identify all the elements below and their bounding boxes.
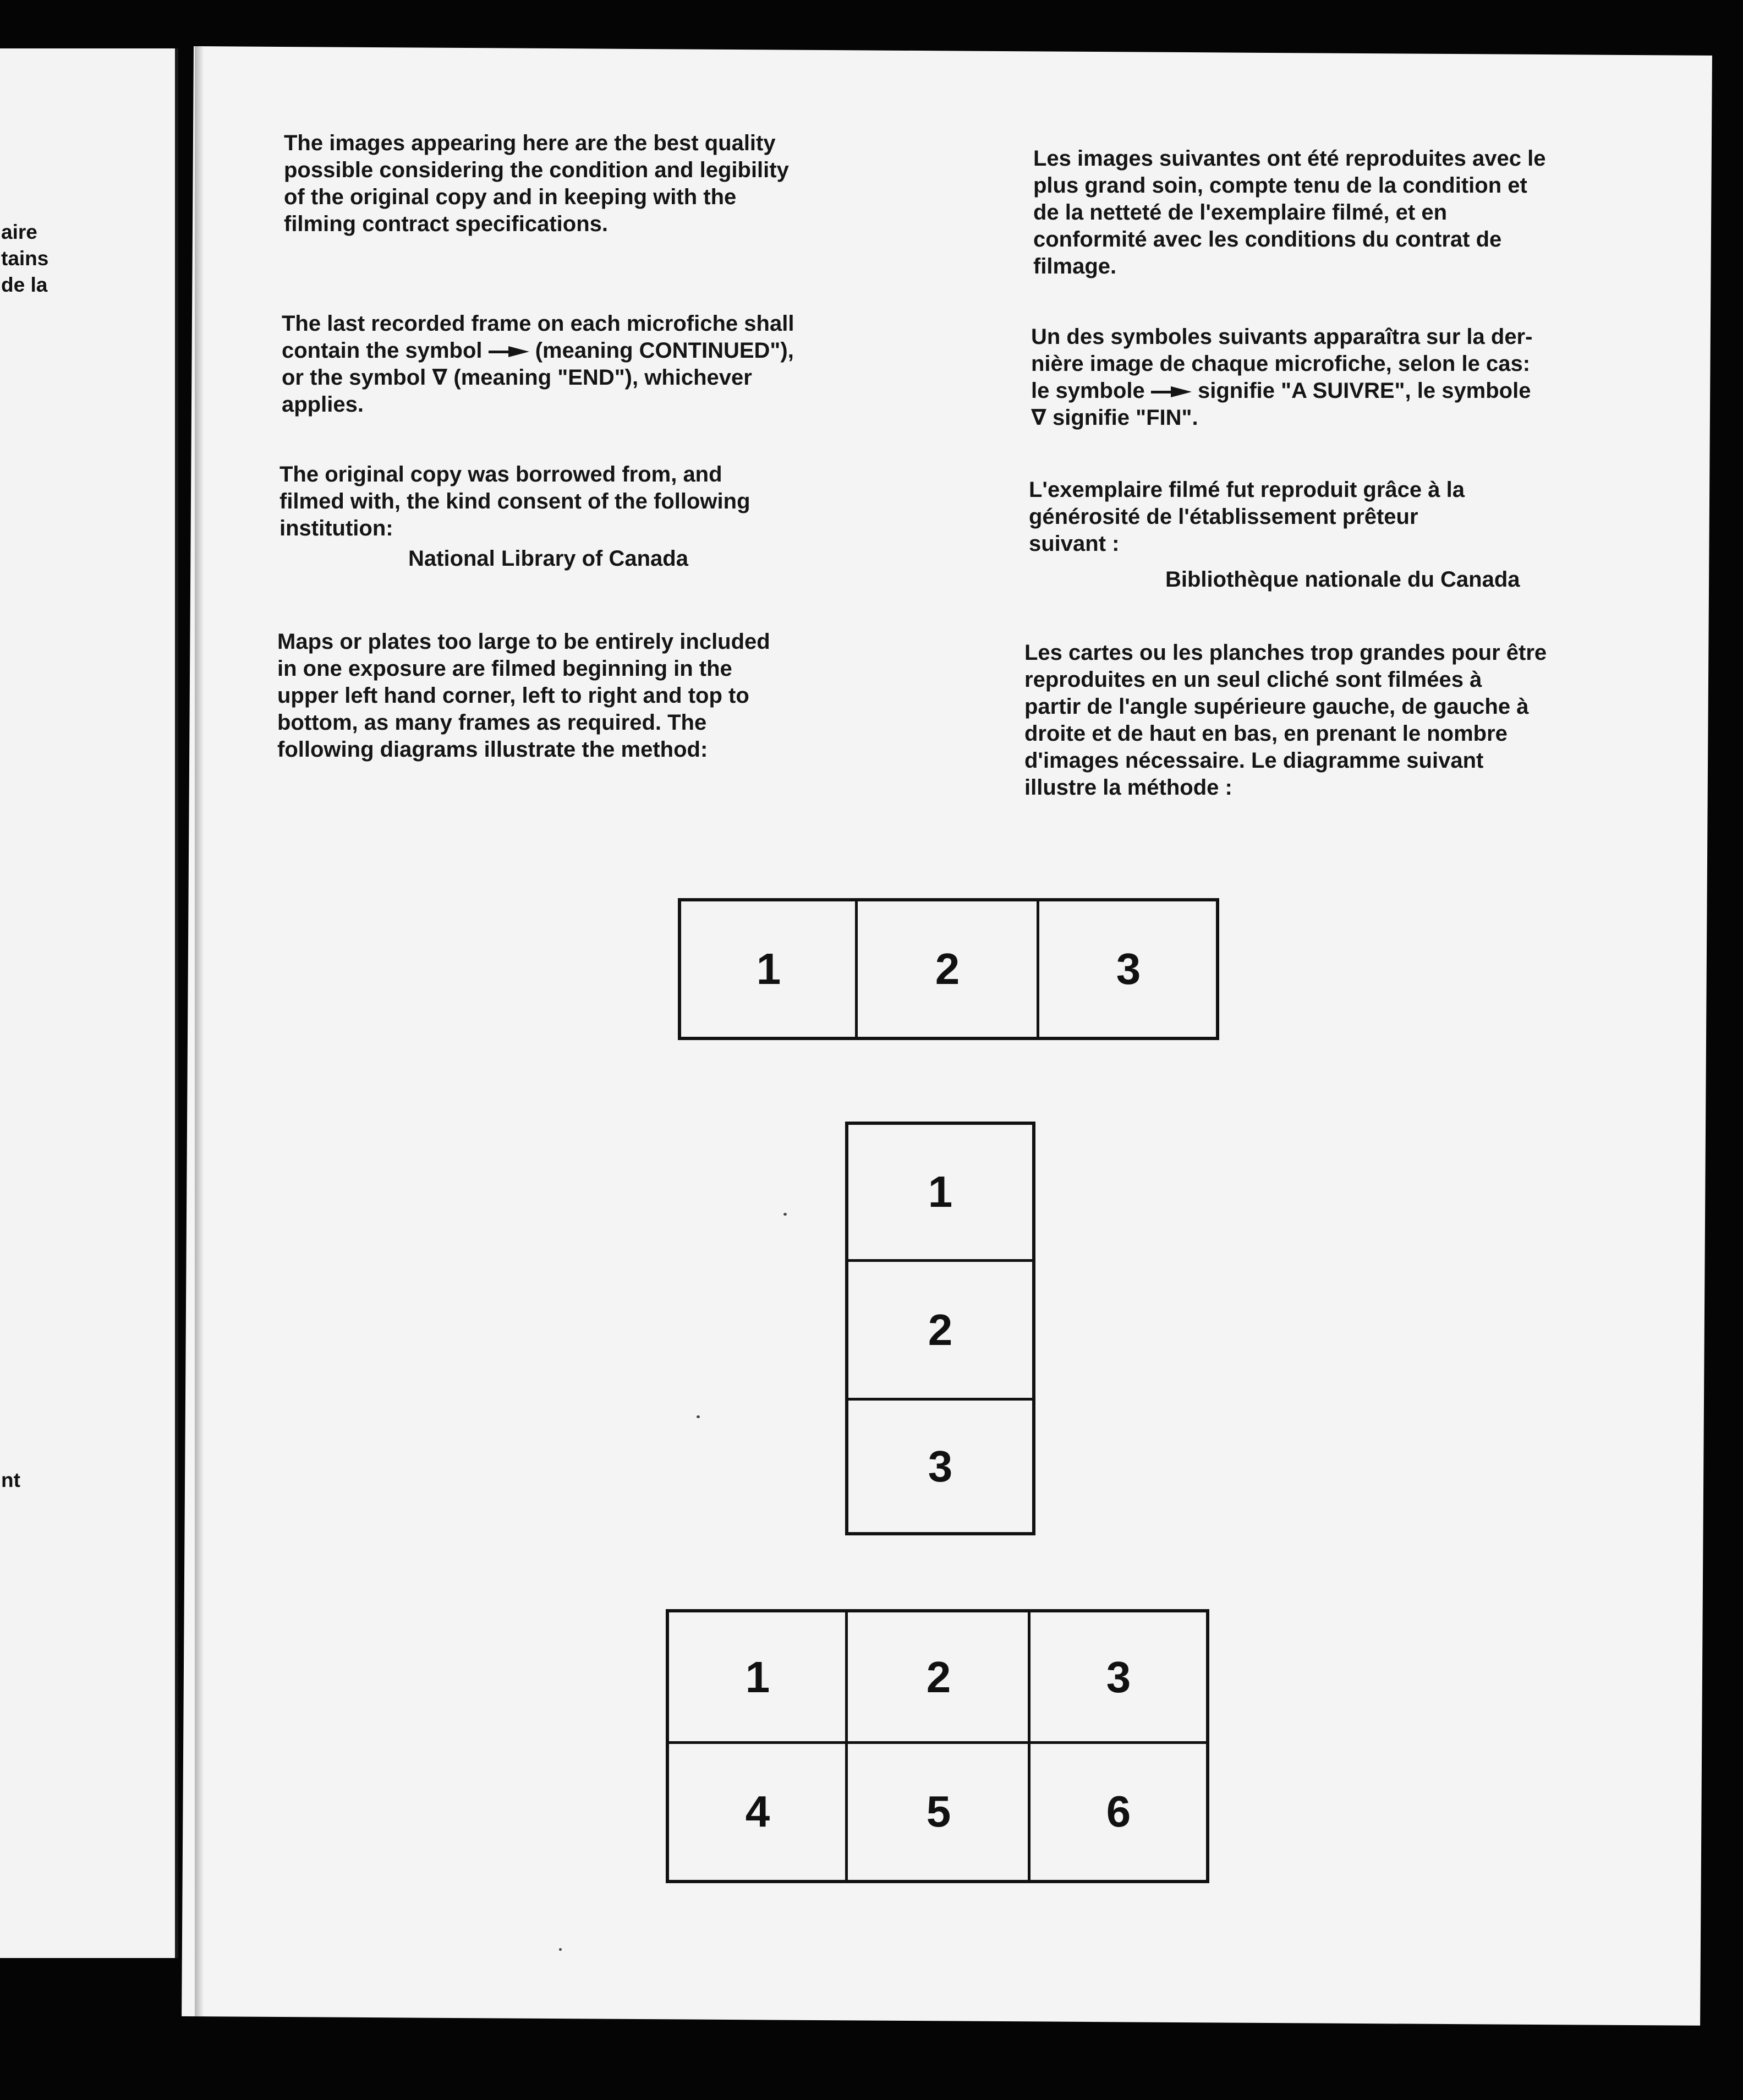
text-line: The last recorded frame on each microfiche shall [282, 311, 794, 336]
english-quality-paragraph [284, 130, 789, 238]
vertical-frames-diagram [845, 1122, 1035, 1535]
text-line: Les cartes ou les planches trop grandes pour être [1024, 641, 1547, 665]
text-line: following diagrams illustrate the method: [277, 737, 708, 762]
text-line: filming contract specifications. [284, 212, 609, 236]
frame-cell: 3 [1116, 944, 1141, 993]
page-spine-shadow [195, 46, 204, 2016]
text-line: suivant : [1029, 532, 1120, 556]
french-symbol-paragraph [1031, 324, 1532, 431]
horizontal-frames-diagram [678, 898, 1219, 1040]
text-line: filmed with, the kind consent of the following [279, 489, 750, 513]
text-line: conformité avec les conditions du contrat de [1033, 227, 1502, 251]
text-line: partir de l'angle supérieure gauche, de gauche à [1024, 694, 1529, 719]
text-line: possible considering the condition and legibility [284, 158, 789, 182]
text-line: Un des symboles suivants apparaîtra sur la der- [1031, 325, 1533, 349]
text-line: of the original copy and in keeping with the [284, 185, 737, 209]
frame-cell: 1 [756, 944, 781, 993]
frame-cell: 2 [928, 1305, 953, 1354]
text-line: le symbole signifie "A SUIVRE", le symbole [1031, 379, 1531, 403]
continued-arrow-icon [1151, 386, 1192, 397]
institution-name-en: National Library of Canada [408, 546, 688, 571]
frame-cell: 4 [745, 1787, 770, 1836]
left-fragment-line: aire [1, 221, 37, 243]
left-fragment-line: de la [1, 274, 48, 296]
frame-cell: 2 [935, 944, 960, 993]
text-line: contain the symbol (meaning CONTINUED"), [282, 338, 794, 363]
text-line: d'images nécessaire. Le diagramme suivant [1024, 748, 1484, 773]
frame-cell: 1 [745, 1653, 770, 1702]
english-maps-paragraph [277, 628, 770, 763]
left-page-fragment [0, 48, 178, 1958]
left-fragment-line: tains [1, 247, 49, 270]
continued-arrow-icon [489, 346, 529, 357]
french-maps-paragraph [1024, 639, 1547, 801]
frame-cell: 6 [1106, 1787, 1131, 1836]
frame-cell: 3 [928, 1442, 953, 1491]
text-line: ∇ signifie "FIN". [1031, 404, 1532, 431]
text-line: droite et de haut en bas, en prenant le nombre [1024, 721, 1508, 746]
text-line: filmage. [1033, 254, 1117, 278]
scan-speck [559, 1948, 562, 1951]
text-line: The original copy was borrowed from, and [279, 462, 722, 486]
institution-name-fr: Bibliothèque nationale du Canada [1165, 567, 1520, 592]
text-line: or the symbol ∇ (meaning "END"), whichever [282, 364, 794, 391]
end-triangle-icon: ∇ [1031, 406, 1046, 430]
text-line: bottom, as many frames as required. The [277, 710, 707, 735]
grid-frames-diagram [666, 1609, 1209, 1883]
scan-speck [697, 1415, 700, 1418]
text-line: L'exemplaire filmé fut reproduit grâce à la [1029, 478, 1465, 502]
english-institution-paragraph [279, 461, 750, 572]
text-line: reproduites en un seul cliché sont filmées à [1024, 668, 1482, 692]
text-line: illustre la méthode : [1024, 775, 1232, 800]
frame-cell: 2 [926, 1653, 951, 1702]
text-line: in one exposure are filmed beginning in the [277, 657, 732, 681]
text-line: institution: [279, 516, 393, 540]
end-triangle-icon: ∇ [432, 365, 448, 390]
english-symbol-paragraph [282, 310, 794, 418]
text-line: nière image de chaque microfiche, selon le cas: [1031, 352, 1531, 376]
text-line: Maps or plates too large to be entirely included [277, 630, 770, 654]
text-line: upper left hand corner, left to right and top to [277, 683, 749, 708]
text-line: générosité de l'établissement prêteur [1029, 505, 1418, 529]
french-quality-paragraph [1033, 145, 1545, 280]
text-line: applies. [282, 392, 364, 417]
frame-cell: 5 [926, 1787, 951, 1836]
french-institution-paragraph [1029, 477, 1520, 593]
text-line: The images appearing here are the best quality [284, 131, 776, 155]
text-line: plus grand soin, compte tenu de la condition et [1033, 173, 1527, 198]
text-line: Les images suivantes ont été reproduites avec le [1033, 146, 1546, 171]
text-line: de la netteté de l'exemplaire filmé, et en [1033, 200, 1448, 225]
scan-speck [783, 1213, 787, 1216]
left-fragment-line: nt [1, 1469, 20, 1491]
frame-cell: 1 [928, 1167, 953, 1216]
frame-cell: 3 [1106, 1653, 1131, 1702]
